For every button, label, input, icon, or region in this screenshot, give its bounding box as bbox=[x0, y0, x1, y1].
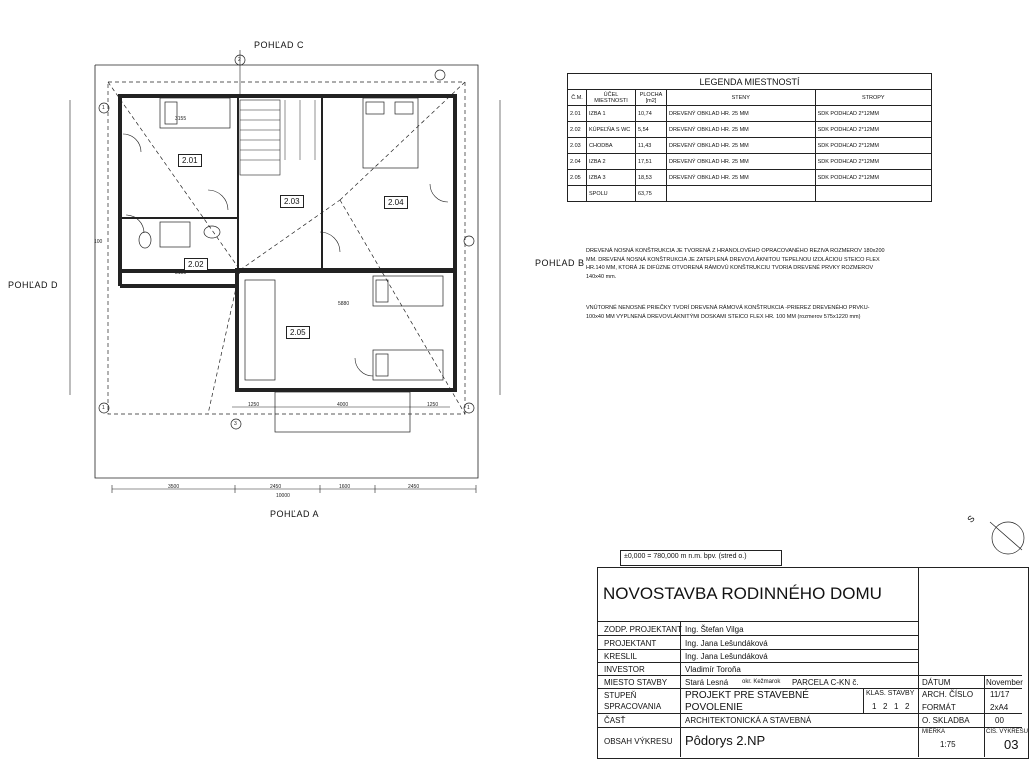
legend-cell: 5,54 bbox=[636, 122, 667, 138]
project-title: NOVOSTAVBA RODINNÉHO DOMU bbox=[603, 584, 882, 603]
legend-cell: SDK PODHĽAD 2*12MM bbox=[815, 106, 931, 122]
dimension: 1600 bbox=[339, 484, 351, 490]
legend-cell: SDK PODHĽAD 2*12MM bbox=[815, 170, 931, 186]
north-arrow-icon bbox=[978, 502, 1022, 560]
tb-label: KLAS. STAVBY bbox=[866, 690, 915, 697]
legend-header: STENY bbox=[667, 90, 816, 106]
table-row bbox=[568, 154, 932, 170]
elevation-text: ±0,000 = 780,000 m n.m. bpv. (stred o.) bbox=[624, 553, 747, 560]
tb-value: Stará Lesná bbox=[685, 678, 729, 687]
tb-value: 1 bbox=[894, 702, 899, 711]
tb-value: November bbox=[986, 678, 1023, 687]
tb-label: ARCH. ČÍSLO bbox=[922, 690, 974, 699]
legend-cell: 2.03 bbox=[568, 138, 587, 154]
dimension: 3155 bbox=[175, 116, 187, 122]
legend-cell: 2.02 bbox=[568, 122, 587, 138]
view-label-bottom: POHĽAD A bbox=[270, 509, 320, 519]
tb-value: okr. Kežmarok bbox=[742, 679, 781, 685]
legend-cell: IZBA 2 bbox=[587, 154, 636, 170]
dimension: 3155 bbox=[175, 270, 187, 276]
legend-cell: DREVENÝ OBKLAD HR. 25 MM bbox=[667, 170, 816, 186]
legend-cell: 2.05 bbox=[568, 170, 587, 186]
legend-cell: 17,51 bbox=[636, 154, 667, 170]
axis-label: 1 bbox=[102, 105, 105, 111]
tb-label: ČÍS. VÝKRESU bbox=[986, 729, 1029, 735]
axis-label: 1 bbox=[467, 405, 470, 411]
legend-cell: SDK PODHĽAD 2*12MM bbox=[815, 138, 931, 154]
tb-label: INVESTOR bbox=[604, 665, 645, 674]
legend-cell: DREVENÝ OBKLAD HR. 25 MM bbox=[667, 122, 816, 138]
tb-label: KRESLIL bbox=[604, 652, 637, 661]
legend-cell: 2.04 bbox=[568, 154, 587, 170]
room-tag: 2.03 bbox=[280, 195, 304, 208]
legend-cell: 11,43 bbox=[636, 138, 667, 154]
axis-label: 3 bbox=[234, 421, 237, 427]
legend-header: ÚČEL MIESTNOSTI bbox=[587, 90, 636, 106]
view-label-top: POHĽAD C bbox=[254, 40, 305, 50]
dimension: 2450 bbox=[270, 484, 282, 490]
tb-value: 00 bbox=[995, 716, 1004, 725]
tb-value: PARCELA C-KN č. bbox=[792, 678, 859, 687]
room-tag: 2.04 bbox=[384, 196, 408, 209]
tb-label: O. SKLADBA bbox=[922, 716, 970, 725]
legend-header: PLOCHA [m2] bbox=[636, 90, 667, 106]
room-tag: 2.01 bbox=[178, 154, 202, 167]
construction-note: VNÚTORNÉ NENOSNÉ PRIEČKY TVORÍ DREVENÁ RÁMOVÁ KONŠTRUKCIA -PRIEREZ DREVENÉHO PRVKU-100x40 MM VYPLNENÁ DREVOVLÁKNITÝMI DOSKAMI STEICO FLEX HR. 100 MM (rozmerov 575x1220 mm) bbox=[586, 305, 870, 320]
legend-cell: SDK PODHĽAD 2*12MM bbox=[815, 154, 931, 170]
tb-value: ARCHITEKTONICKÁ A STAVEBNÁ bbox=[685, 716, 812, 725]
legend-cell: IZBA 3 bbox=[587, 170, 636, 186]
legend-cell: 2.01 bbox=[568, 106, 587, 122]
dimension: 10000 bbox=[276, 493, 290, 499]
dimension: 100 bbox=[94, 239, 103, 245]
table-row bbox=[568, 170, 932, 186]
dimension: 1250 bbox=[427, 402, 439, 408]
legend-cell: 18,53 bbox=[636, 170, 667, 186]
exterior-wall bbox=[120, 96, 455, 271]
view-label-left: POHĽAD D bbox=[8, 280, 59, 290]
construction-note: DREVENÁ NOSNÁ KONŠTRUKCIA JE TVORENÁ Z HRANOLOVÉHO OPRACOVANÉHO REZIVA ROZMEROV 180x200 MM. DREVENÁ NOSNÁ KONŠTRUKCIA JE ZATEPLENÁ DREVOVLÁKNITOU TEPELNOU IZOLÁCIOU STEICO FLEX HR.140 MM, KTORÁ JE DIFÚZNE OTVORENÁ RÁMOVÚ KONŠTRUKCIU TVORIA DREVENÉ PRVKY ROZMEROV 140x40 mm. bbox=[586, 248, 885, 280]
north-label: S bbox=[965, 513, 977, 525]
dimension: 2450 bbox=[408, 484, 420, 490]
drawing-content: Pôdorys 2.NP bbox=[685, 733, 766, 748]
dimension: 5880 bbox=[338, 301, 350, 307]
floor-plan bbox=[0, 0, 540, 530]
dimension: 1250 bbox=[248, 402, 260, 408]
table-row bbox=[568, 186, 932, 202]
tb-label: STUPEŇ SPRACOVANIA bbox=[604, 691, 662, 711]
legend-cell: 10,74 bbox=[636, 106, 667, 122]
room-tag: 2.05 bbox=[286, 326, 310, 339]
room-tag: 2.02 bbox=[184, 258, 208, 271]
axis-label: 2 bbox=[238, 57, 241, 63]
tb-label: DÁTUM bbox=[922, 678, 951, 687]
tb-value: 2xA4 bbox=[990, 703, 1009, 712]
legend-cell: CHODBA bbox=[587, 138, 636, 154]
legend-total-value: 63,75 bbox=[636, 186, 667, 202]
legend-cell: IZBA 1 bbox=[587, 106, 636, 122]
tb-label: MIESTO STAVBY bbox=[604, 678, 668, 687]
dimension: 3500 bbox=[168, 484, 180, 490]
tb-label: ZODP. PROJEKTANT bbox=[604, 625, 682, 634]
dimension: 4000 bbox=[337, 402, 349, 408]
tb-label: ČASŤ bbox=[604, 716, 626, 725]
tb-label: FORMÁT bbox=[922, 703, 956, 712]
tb-value: 2 bbox=[905, 702, 910, 711]
axis-label: 1 bbox=[102, 405, 105, 411]
view-label-right: POHĽAD B bbox=[535, 258, 585, 268]
legend-cell: DREVENÝ OBKLAD HR. 25 MM bbox=[667, 138, 816, 154]
legend-cell: KÚPEĽŇA S WC bbox=[587, 122, 636, 138]
legend-cell: DREVENÝ OBKLAD HR. 25 MM bbox=[667, 106, 816, 122]
tb-value: 1 bbox=[872, 702, 877, 711]
legend-title: LEGENDA MIESTNOSTÍ bbox=[568, 74, 932, 90]
legend-cell: SDK PODHĽAD 2*12MM bbox=[815, 122, 931, 138]
legend-header: STROPY bbox=[815, 90, 931, 106]
legend-header: Č.M. bbox=[568, 90, 587, 106]
tb-value: 1:75 bbox=[940, 740, 956, 749]
tb-value: Vladimír Toroňa bbox=[685, 665, 741, 674]
tb-value: 11/17 bbox=[990, 690, 1010, 699]
tb-value: Ing. Štefan Vilga bbox=[685, 625, 744, 634]
legend-cell: DREVENÝ OBKLAD HR. 25 MM bbox=[667, 154, 816, 170]
table-row bbox=[568, 122, 932, 138]
tb-label: OBSAH VÝKRESU bbox=[604, 737, 673, 746]
tb-value: PROJEKT PRE STAVEBNÉ POVOLENIE bbox=[685, 690, 809, 713]
table-row bbox=[568, 138, 932, 154]
tb-value: Ing. Jana Lešundáková bbox=[685, 639, 768, 648]
drawing-number: 03 bbox=[1004, 737, 1019, 752]
table-row bbox=[568, 106, 932, 122]
tb-value: Ing. Jana Lešundáková bbox=[685, 652, 768, 661]
tb-label: MIERKA bbox=[922, 729, 946, 735]
legend-total-label: SPOLU bbox=[587, 186, 636, 202]
tb-label: PROJEKTANT bbox=[604, 639, 657, 648]
elevation-note bbox=[620, 550, 782, 566]
tb-value: 2 bbox=[883, 702, 888, 711]
room-legend-table bbox=[567, 73, 932, 202]
